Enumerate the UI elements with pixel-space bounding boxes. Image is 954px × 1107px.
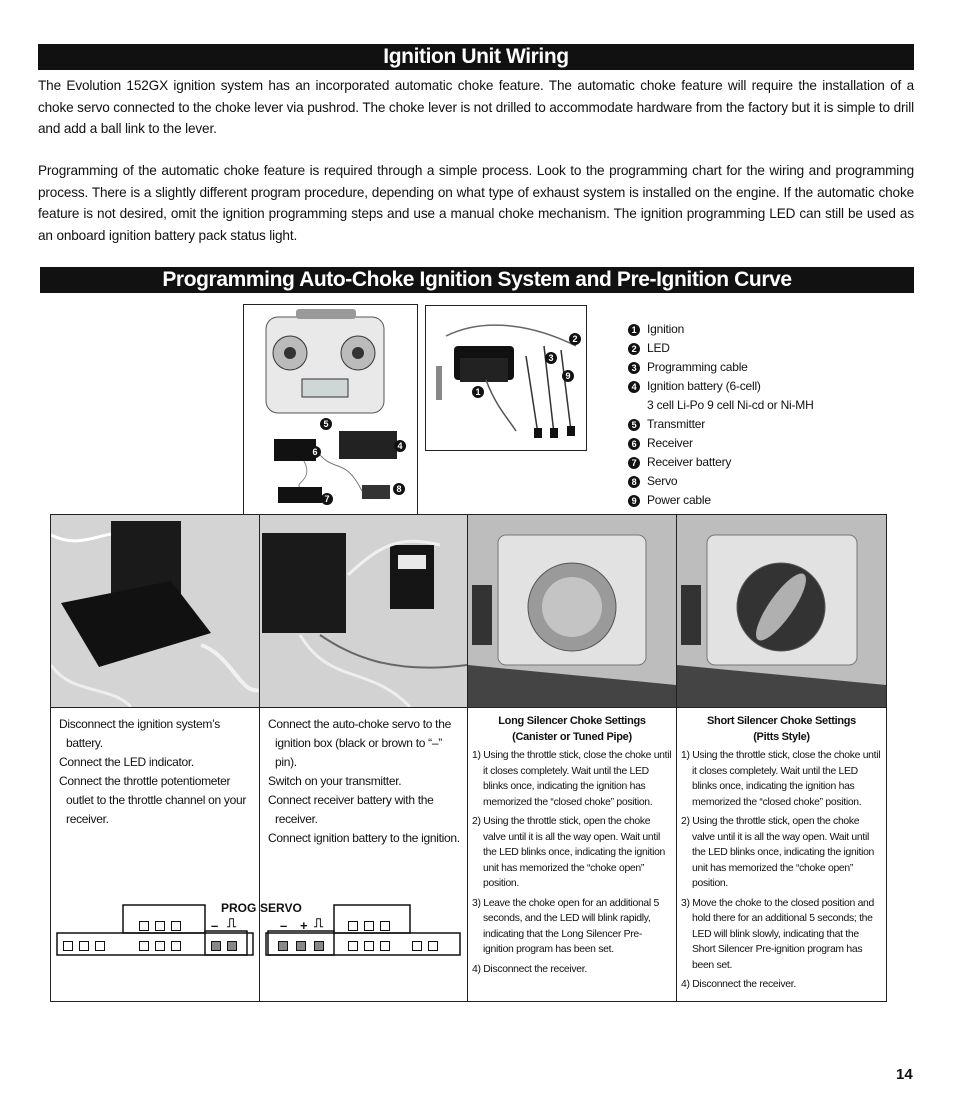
servo-illustration (260, 515, 467, 707)
instruction-line: Switch on your transmitter. (268, 774, 402, 788)
prog-label: PROG (221, 901, 257, 915)
signal-symbol: ⎍ (227, 915, 237, 930)
programming-steps-grid (50, 514, 887, 1002)
connector-pin (428, 941, 438, 951)
choke-step: 2) Using the throttle stick, open the choke valve until it is all the way open. Wait until the LED blinks once, indicating the ignition unit has memorized the “choke open” position. (681, 816, 875, 889)
minus-symbol: – (280, 918, 288, 933)
connector-pin (79, 941, 89, 951)
legend-number: 8 (628, 476, 640, 488)
section-title-ignition-wiring: Ignition Unit Wiring (38, 44, 914, 70)
short-silencer-heading (681, 713, 882, 745)
legend-label: Receiver battery (647, 455, 732, 469)
choke-step: 4) Disconnect the receiver. (681, 979, 796, 990)
callout-6: 6 (309, 446, 321, 458)
ignition-box-illustration (51, 515, 259, 707)
heading-line: Short Silencer Choke Settings (706, 715, 856, 727)
minus-symbol: – (211, 918, 219, 933)
connector-pin (139, 921, 149, 931)
legend-number: 1 (628, 324, 640, 336)
connector-pin (155, 941, 165, 951)
connector-pin (364, 941, 374, 951)
legend-label: Power cable (647, 493, 711, 507)
legend-number: 9 (628, 495, 640, 507)
step-column-2 (260, 515, 468, 1001)
carburetor-closed-photo (468, 515, 676, 708)
legend-label: LED (647, 341, 670, 355)
legend-item (628, 472, 814, 491)
long-silencer-heading (472, 713, 672, 745)
choke-step: 4) Disconnect the receiver. (472, 963, 587, 975)
step-1-instructions (59, 715, 253, 829)
choke-step: 3) Leave the choke open for an additional 5 seconds, and the LED will blink rapidly, indicating that the Long Silencer Pre-ignition program has been set. (472, 897, 659, 955)
plus-symbol: + (300, 918, 308, 933)
carburetor-illustration (468, 515, 676, 707)
carburetor-open-illustration (677, 515, 886, 707)
choke-step: 2) Using the throttle stick, open the choke valve until it is all the way open. Wait until the LED blinks once, indicating the ignition unit has memorized the “choke open” position. (472, 816, 666, 889)
connector-pin (364, 921, 374, 931)
choke-step: 1) Using the throttle stick, close the choke until it closes completely. Wait until the LED blinks once, indicating the ignition has memorized the “closed choke” position. (681, 750, 881, 808)
callout-5: 5 (320, 418, 332, 430)
callout-7: 7 (321, 493, 333, 505)
connector-pin (63, 941, 73, 951)
long-silencer-settings (472, 713, 672, 981)
legend-item (628, 396, 814, 415)
choke-step: 3) Move the choke to the closed position and hold there for an additional 5 seconds; the LED will blink slowly, indicating that the Short Silencer Pre-ignition program has been set. (681, 897, 875, 971)
legend-item (628, 320, 814, 339)
legend-item (628, 491, 814, 510)
legend-item (628, 358, 814, 377)
legend-number: 6 (628, 438, 640, 450)
heading-line: Long Silencer Choke Settings (498, 715, 646, 727)
legend-label: Ignition battery (6-cell) (647, 379, 761, 393)
signal-symbol: ⎍ (314, 915, 324, 930)
callout-9: 9 (562, 370, 574, 382)
connector-pin (348, 941, 358, 951)
transmitter-illustration (244, 305, 417, 515)
connector-pin (171, 921, 181, 931)
legend-label: Programming cable (647, 360, 748, 374)
connector-pin (95, 941, 105, 951)
page-number: 14 (896, 1066, 913, 1083)
legend-label: Receiver (647, 436, 693, 450)
callout-8: 8 (393, 483, 405, 495)
connector-pin (380, 941, 390, 951)
legend-item (628, 453, 814, 472)
intro-paragraph: The Evolution 152GX ignition system has an incorporated automatic choke feature. The automatic choke feature will require the installation of a choke servo connected to the choke lever via pushrod. The choke lever is not drilled to accommodate hardware from the factory but it is simple to drill and add a ball link to the lever. (38, 78, 914, 136)
connector-pin-filled (227, 941, 237, 951)
section-title-programming: Programming Auto-Choke Ignition System and Pre-Ignition Curve (40, 267, 914, 293)
connector-pin-filled (278, 941, 288, 951)
programming-paragraph: Programming of the automatic choke feature is required through a simple process. Look to the programming chart for the wiring and programming process. There is a slightly different program procedure, depending on what type of exhaust system is installed on the engine. If the automatic choke feature is not desired, omit the ignition programming steps and use a manual choke mechanism. The ignition programming LED can still be used as an onboard ignition battery pack status light. (38, 163, 914, 243)
connector-pin (348, 921, 358, 931)
legend-number: 4 (628, 381, 640, 393)
callout-2: 2 (569, 333, 581, 345)
step-column-3 (468, 515, 677, 1001)
legend-item (628, 434, 814, 453)
step-column-4 (677, 515, 886, 1001)
prog-connector-diagram (51, 903, 259, 963)
legend-item (628, 339, 814, 358)
callout-3: 3 (545, 352, 557, 364)
step-2-instructions (268, 715, 461, 848)
connector-pin (155, 921, 165, 931)
instruction-line: Connect receiver battery with the receiver. (268, 793, 434, 826)
choke-step: 1) Using the throttle stick, close the choke until it closes completely. Wait until the LED blinks once, indicating the ignition has memorized the “closed choke” position. (472, 750, 672, 808)
ignition-led-photo (51, 515, 259, 708)
legend-number: 2 (628, 343, 640, 355)
component-legend (628, 320, 814, 510)
legend-item (628, 415, 814, 434)
servo-connector-diagram (260, 903, 467, 963)
connector-pin (171, 941, 181, 951)
callout-4: 4 (394, 440, 406, 452)
servo-label: SERVO (260, 901, 302, 915)
subheading-line: (Canister or Tuned Pipe) (512, 731, 632, 743)
legend-item (628, 377, 814, 396)
subheading-line: (Pitts Style) (753, 731, 810, 743)
legend-number: 5 (628, 419, 640, 431)
connector-pin (412, 941, 422, 951)
legend-number: 7 (628, 457, 640, 469)
legend-label: Servo (647, 474, 678, 488)
instruction-line: Disconnect the ignition system’s battery. (59, 717, 220, 750)
short-silencer-settings (681, 713, 882, 997)
legend-label: Transmitter (647, 417, 706, 431)
ignition-unit-photo (425, 305, 587, 451)
servo-photo (260, 515, 467, 708)
legend-number: 3 (628, 362, 640, 374)
carburetor-open-photo (677, 515, 886, 708)
callout-1: 1 (472, 386, 484, 398)
connector-pin-filled (211, 941, 221, 951)
connector-pin (139, 941, 149, 951)
legend-label: 3 cell Li-Po 9 cell Ni-cd or Ni-MH (647, 398, 814, 412)
step-column-1 (51, 515, 260, 1001)
components-photo (243, 304, 418, 516)
instruction-line: Connect ignition battery to the ignition. (268, 831, 460, 845)
instruction-line: Connect the throttle potentiometer outlet to the throttle channel on your receiver. (59, 774, 247, 826)
connector-pin-filled (314, 941, 324, 951)
instruction-line: Connect the auto-choke servo to the ignition box (black or brown to “–” pin). (268, 717, 451, 769)
instruction-line: Connect the LED indicator. (59, 755, 194, 769)
connector-pin-filled (296, 941, 306, 951)
legend-label: Ignition (647, 322, 685, 336)
connector-pin (380, 921, 390, 931)
